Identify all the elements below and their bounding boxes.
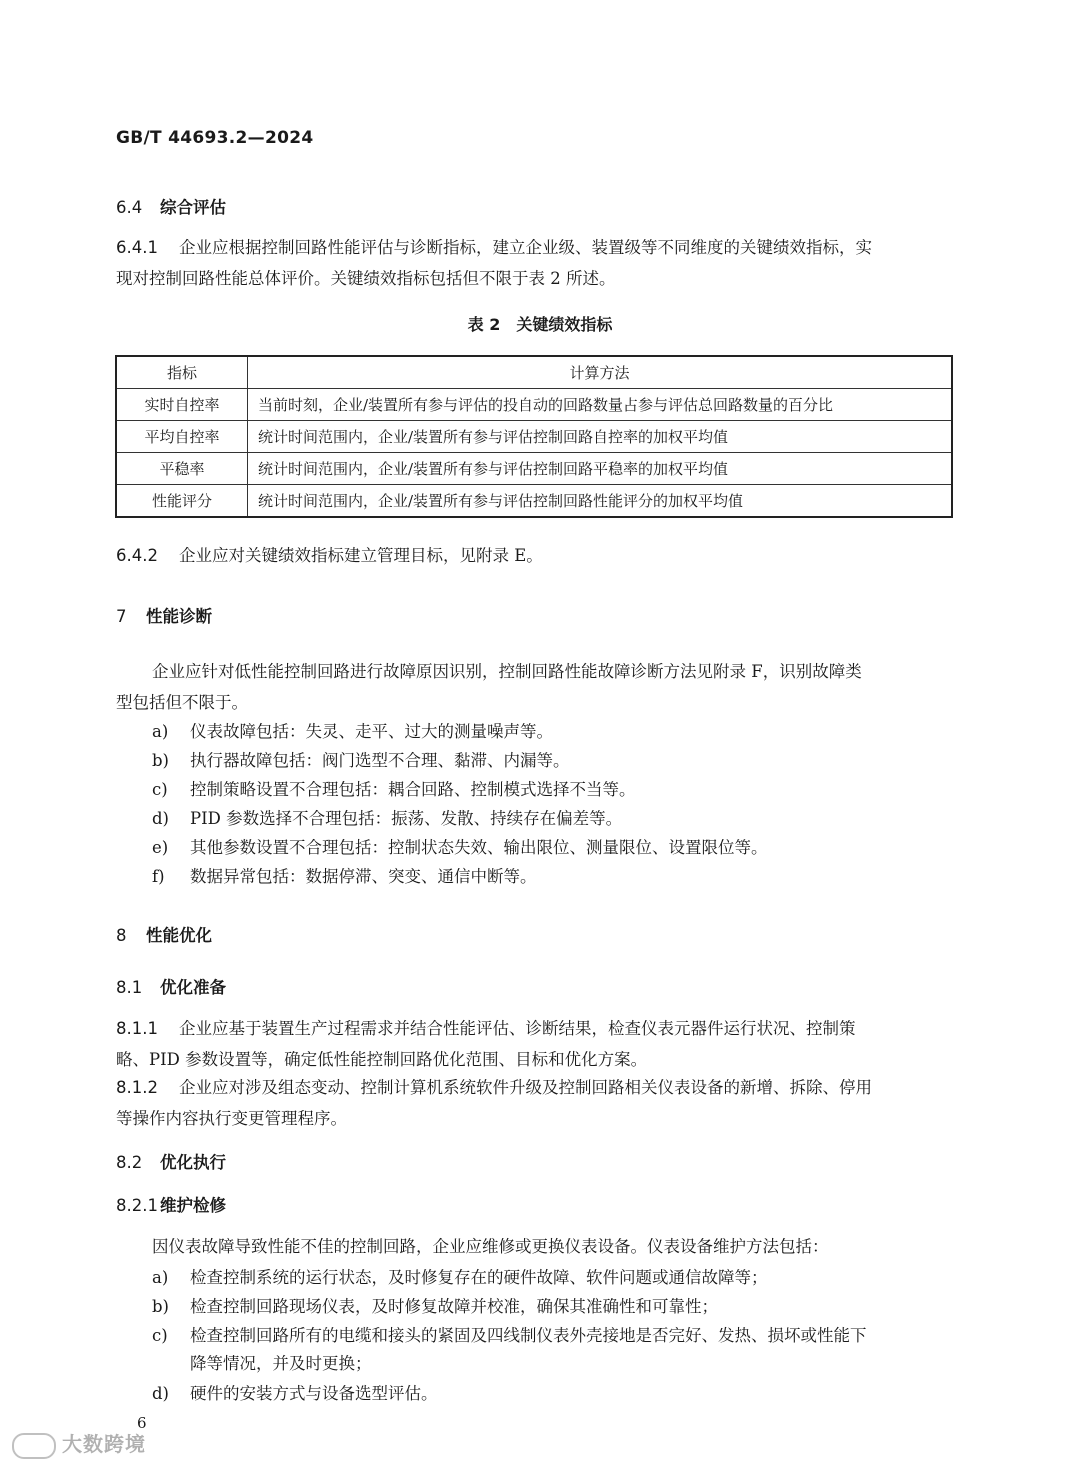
table-caption: 表 2 关键绩效指标 — [467, 315, 613, 334]
list-item: a) 检查控制系统的运行状态，及时修复存在的硬件故障、软件问题或通信故障等； — [152, 1268, 768, 1287]
clause-number: 8.1.1 — [116, 1019, 158, 1038]
table-row — [116, 453, 952, 485]
list-item: e) 其他参数设置不合理包括：控制状态失效、输出限位、测量限位、设置限位等。 — [152, 838, 768, 857]
kpi-table — [115, 355, 953, 518]
cell-method: 统计时间范围内，企业/装置所有参与评估控制回路自控率的加权平均值 — [248, 421, 953, 453]
section-title: 性能优化 — [146, 926, 212, 945]
section-number: 8.2.1 — [116, 1196, 158, 1215]
clause-6-4-1 — [116, 232, 956, 294]
list-item: d) PID 参数选择不合理包括：振荡、发散、持续存在偏差等。 — [152, 809, 623, 828]
cell-indicator: 平稳率 — [116, 453, 248, 485]
watermark — [12, 1428, 146, 1459]
section-number: 8.1 — [116, 978, 143, 997]
header-indicator: 指标 — [116, 356, 248, 389]
section-8-2-heading — [116, 1149, 226, 1173]
header-method: 计算方法 — [248, 356, 953, 389]
clause-text-line1: 企业应基于装置生产过程需求并结合性能评估、诊断结果，检查仪表元器件运行状况、控制策 — [178, 1019, 856, 1038]
intro-line: 因仪表故障导致性能不佳的控制回路，企业应维修或更换仪表设备。仪表设备维护方法包括： — [152, 1237, 829, 1256]
section-title: 优化准备 — [160, 978, 226, 997]
cell-indicator: 实时自控率 — [116, 389, 248, 421]
cell-method: 当前时刻，企业/装置所有参与评估的投自动的回路数量占参与评估总回路数量的百分比 — [248, 389, 953, 421]
section-8-2-1-heading — [116, 1192, 226, 1216]
cell-indicator: 性能评分 — [116, 485, 248, 518]
table-row — [116, 485, 952, 518]
list-item: a) 仪表故障包括：失灵、走平、过大的测量噪声等。 — [152, 722, 553, 741]
clause-text-line1: 企业应根据控制回路性能评估与诊断指标，建立企业级、装置级等不同维度的关键绩效指标，实 — [178, 238, 872, 257]
clause-number: 6.4.2 — [116, 546, 158, 565]
watermark-logo-icon — [12, 1433, 56, 1459]
intro-line2: 型包括但不限于。 — [116, 693, 248, 712]
cell-method: 统计时间范围内，企业/装置所有参与评估控制回路性能评分的加权平均值 — [248, 485, 953, 518]
watermark-text: 大数跨境 — [62, 1432, 146, 1456]
list-item: c) 控制策略设置不合理包括：耦合回路、控制模式选择不当等。 — [152, 780, 636, 799]
clause-text-line2: 等操作内容执行变更管理程序。 — [116, 1109, 347, 1128]
section-title: 性能诊断 — [146, 607, 212, 626]
clause-8-1-1 — [116, 1013, 956, 1075]
section-8-1-heading — [116, 974, 226, 998]
section-number: 8.2 — [116, 1153, 143, 1172]
intro-line1: 企业应针对低性能控制回路进行故障原因识别，控制回路性能故障诊断方法见附录 F，识别故障类 — [152, 662, 862, 681]
clause-6-4-2 — [116, 540, 956, 571]
section-number: 6.4 — [116, 198, 143, 217]
clause-8-1-2 — [116, 1072, 956, 1134]
section-title: 综合评估 — [160, 198, 226, 217]
clause-text: 企业应对关键绩效指标建立管理目标，见附录 E。 — [178, 546, 543, 565]
section-title: 维护检修 — [160, 1196, 226, 1215]
table-row — [116, 421, 952, 453]
clause-text-line2: 略、PID 参数设置等，确定低性能控制回路优化范围、目标和优化方案。 — [116, 1050, 648, 1069]
section-8-2-1-intro — [116, 1231, 956, 1262]
list-item: c) 检查控制回路所有的电缆和接头的紧固及四线制仪表外壳接地是否完好、发热、损坏或性能下 — [152, 1326, 867, 1345]
list-item: b) 执行器故障包括：阀门选型不合理、黏滞、内漏等。 — [152, 751, 570, 770]
document-id: GB/T 44693.2—2024 — [116, 128, 314, 148]
section-title: 优化执行 — [160, 1153, 226, 1172]
list-item: f) 数据异常包括：数据停滞、突变、通信中断等。 — [152, 867, 537, 886]
section-number: 7 — [116, 607, 127, 626]
clause-text-line2: 现对控制回路性能总体评价。关键绩效指标包括但不限于表 2 所述。 — [116, 269, 616, 288]
section-7-intro — [116, 656, 956, 718]
section-number: 8 — [116, 926, 127, 945]
section-8-heading — [116, 922, 212, 946]
cell-indicator: 平均自控率 — [116, 421, 248, 453]
list-item: d) 硬件的安装方式与设备选型评估。 — [152, 1384, 438, 1403]
clause-number: 6.4.1 — [116, 238, 158, 257]
list-item: b) 检查控制回路现场仪表，及时修复故障并校准，确保其准确性和可靠性； — [152, 1297, 718, 1316]
section-7-heading — [116, 603, 212, 627]
table-header-row — [116, 356, 952, 389]
page-number: 6 — [137, 1414, 147, 1432]
clause-number: 8.1.2 — [116, 1078, 158, 1097]
cell-method: 统计时间范围内，企业/装置所有参与评估控制回路平稳率的加权平均值 — [248, 453, 953, 485]
section-6-4-heading — [116, 194, 226, 218]
table-row — [116, 389, 952, 421]
clause-text-line1: 企业应对涉及组态变动、控制计算机系统软件升级及控制回路相关仪表设备的新增、拆除、停用 — [178, 1078, 872, 1097]
list-item-continuation: 降等情况，并及时更换； — [190, 1354, 372, 1373]
